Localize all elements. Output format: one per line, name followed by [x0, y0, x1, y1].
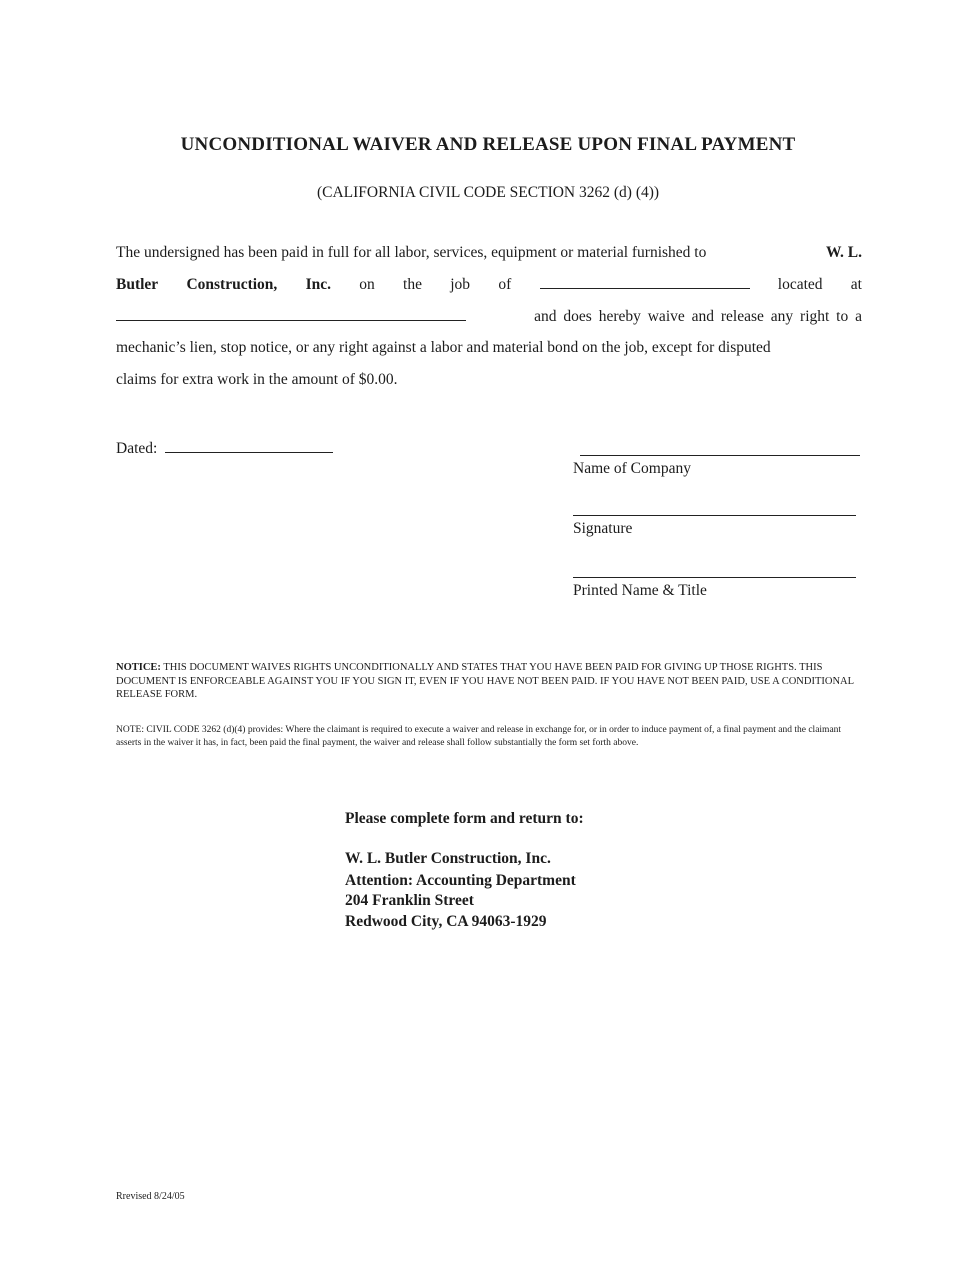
job-name-field[interactable]	[540, 287, 750, 289]
return-street: 204 Franklin Street	[345, 892, 474, 909]
body-line-2	[116, 276, 862, 294]
return-attention: Attention: Accounting Department	[345, 872, 576, 889]
body-word-construction: Construction,	[186, 276, 278, 293]
company-name-label: Name of Company	[573, 460, 691, 477]
note-paragraph: NOTE: CIVIL CODE 3262 (d)(4) provides: Where the claimant is required to execute a waiver and release in exchange for, or in order to induce payment of, a final payment and the claimant asserts in the waiver it has, in fact, been paid the final payment, the waiver and release shall follow substantially the form set forth above.	[116, 725, 842, 748]
body-line-5-text: claims for extra work in the amount of $0.00.	[116, 371, 398, 388]
body-line-1-text: The undersigned has been paid in full for all labor, services, equipment or material furnished to	[116, 244, 707, 261]
body-word-inc: Inc.	[305, 276, 331, 293]
return-city: Redwood City, CA 94063-1929	[345, 913, 547, 930]
body-word-located: located	[777, 276, 823, 293]
body-word-butler: Butler	[116, 276, 159, 293]
notice-text: THIS DOCUMENT WAIVES RIGHTS UNCONDITIONALLY AND STATES THAT YOU HAVE BEEN PAID FOR GIVING UP THOSE RIGHTS. THIS DOCUMENT IS ENFORCEABLE AGAINST YOU IF YOU SIGN IT, EVEN IF YOU HAVE NOT BEEN PAID. IF YOU HAVE NOT BEEN PAID, USE A CONDITIONAL RELEASE FORM.	[116, 662, 854, 700]
job-location-field[interactable]	[116, 319, 466, 321]
body-line-1	[116, 244, 862, 262]
body-line-4	[116, 339, 862, 357]
signature-line[interactable]	[573, 515, 856, 516]
body-word-on: on	[359, 276, 375, 293]
return-company: W. L. Butler Construction, Inc.	[345, 850, 551, 867]
body-word-job: job	[450, 276, 471, 293]
body-word-of: of	[498, 276, 512, 293]
signature-label: Signature	[573, 520, 633, 537]
body-word-at: at	[850, 276, 862, 293]
notice-lead: NOTICE:	[116, 662, 161, 673]
body-line-1-bold: W. L.	[825, 244, 862, 261]
body-line-5	[116, 371, 862, 389]
body-line-3	[116, 308, 862, 326]
dated-field[interactable]	[165, 451, 333, 453]
document-subtitle: (CALIFORNIA CIVIL CODE SECTION 3262 (d) (4))	[316, 184, 660, 201]
dated-label: Dated:	[116, 440, 158, 457]
body-word-the: the	[403, 276, 422, 293]
company-name-line[interactable]	[580, 455, 860, 456]
revision-footer: Rrevised 8/24/05	[116, 1191, 185, 1202]
document-title: UNCONDITIONAL WAIVER AND RELEASE UPON FINAL PAYMENT	[180, 134, 796, 155]
printed-name-line[interactable]	[573, 577, 856, 578]
printed-name-label: Printed Name & Title	[573, 582, 707, 599]
dated-row	[116, 440, 333, 458]
body-line-4-text: mechanic’s lien, stop notice, or any right against a labor and material bond on the job, except for disputed	[116, 339, 771, 356]
notice-paragraph	[116, 661, 864, 702]
body-line-3-text: and does hereby waive and release any right to a	[534, 308, 862, 325]
return-heading: Please complete form and return to:	[345, 810, 584, 827]
